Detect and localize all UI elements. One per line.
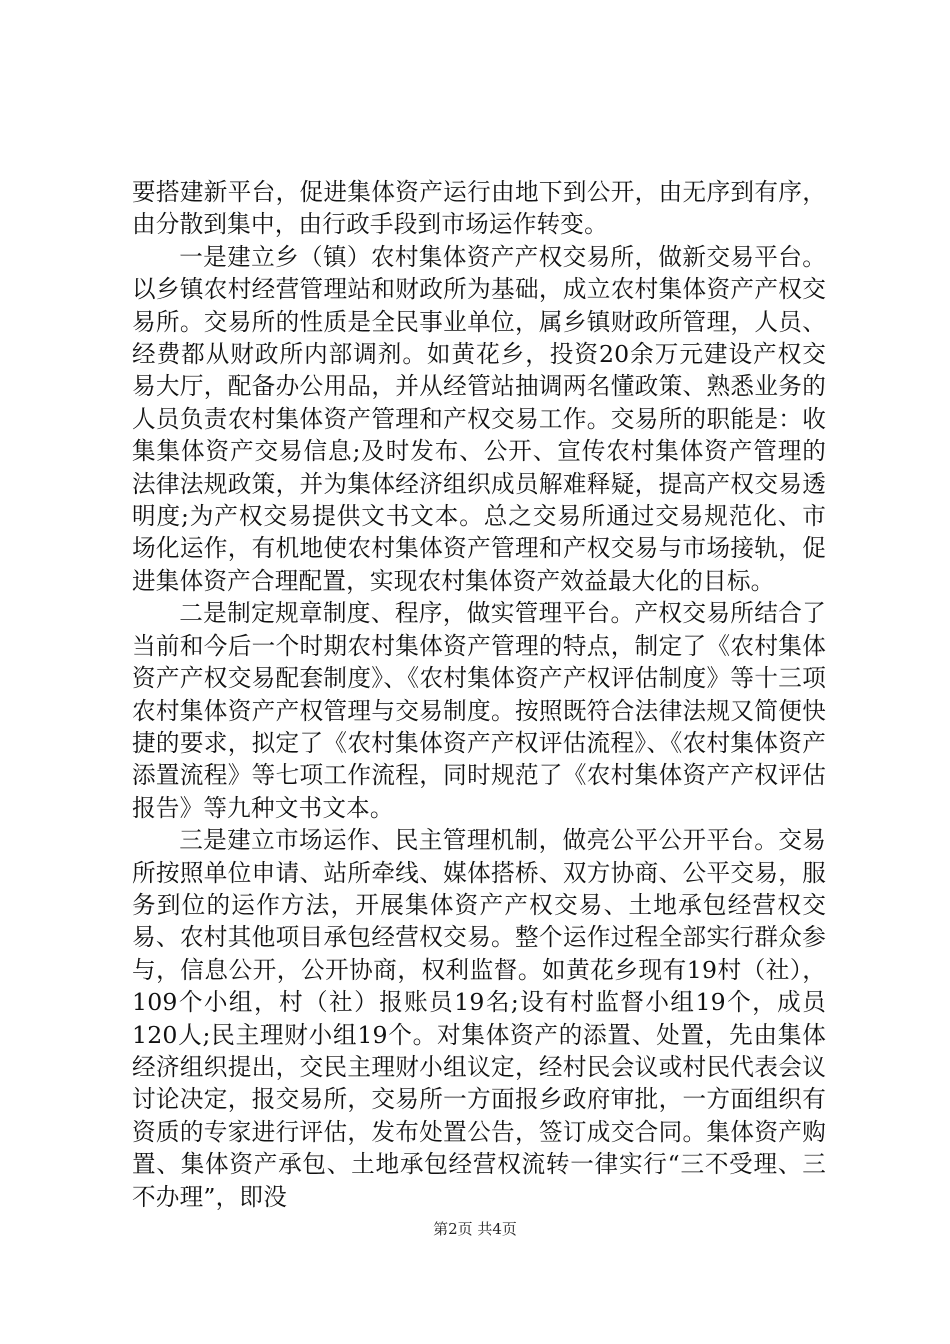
- paragraph-intro: 要搭建新平台，促进集体资产运行由地下到公开，由无序到有序，由分散到集中，由行政手段到市场运作转变。: [132, 178, 826, 239]
- paragraph-market-mechanism: 三是建立市场运作、民主管理机制，做亮公平公开平台。交易所按照单位申请、站所牵线、媒体搭桥、双方协商、公平交易，服务到位的运作方法，开展集体资产产权交易、土地承包经营权交易、农村其他项目承包经营权交易。整个运作过程全部实行群众参与，信息公开，公开协商，权利监督。如黄花乡现有19村（社），109个小组，村（社）报账员19名;设有村监督小组19个，成员120人;民主理财小组19个。对集体资产的添置、处置，先由集体经济组织提出，交民主理财小组议定，经村民会议或村民代表会议讨论决定，报交易所，交易所一方面报乡政府审批，一方面组织有资质的专家进行评估，发布处置公告，签订成交合同。集体资产购置、集体资产承包、土地承包经营权流转一律实行“三不受理、三不办理”，即没: [132, 826, 826, 1211]
- paragraph-trading-office: 一是建立乡（镇）农村集体资产产权交易所，做新交易平台。以乡镇农村经营管理站和财政所为基础，成立农村集体资产产权交易所。交易所的性质是全民事业单位，属乡镇财政所管理，人员、经费都从财政所内部调剂。如黄花乡，投资20余万元建设产权交易大厅，配备办公用品，并从经管站抽调两名懂政策、熟悉业务的人员负责农村集体资产管理和产权交易工作。交易所的职能是：收集集体资产交易信息;及时发布、公开、宣传农村集体资产管理的法律法规政策，并为集体经济组织成员解难释疑，提高产权交易透明度;为产权交易提供文书文本。总之交易所通过交易规范化、市场化运作，有机地使农村集体资产管理和产权交易与市场接轨，促进集体资产合理配置，实现农村集体资产效益最大化的目标。: [132, 242, 826, 595]
- page-footer: 第2页 共4页: [433, 1220, 517, 1238]
- document-body: [132, 176, 826, 1213]
- paragraph-rules-procedures: 二是制定规章制度、程序，做实管理平台。产权交易所结合了当前和今后一个时期农村集体资产管理的特点，制定了《农村集体资产产权交易配套制度》、《农村集体资产产权评估制度》等十三项农村集体资产产权管理与交易制度。按照既符合法律法规又简便快捷的要求，拟定了《农村集体资产产权评估流程》、《农村集体资产添置流程》等七项工作流程，同时规范了《农村集体资产产权评估报告》等九种文书文本。: [132, 599, 826, 822]
